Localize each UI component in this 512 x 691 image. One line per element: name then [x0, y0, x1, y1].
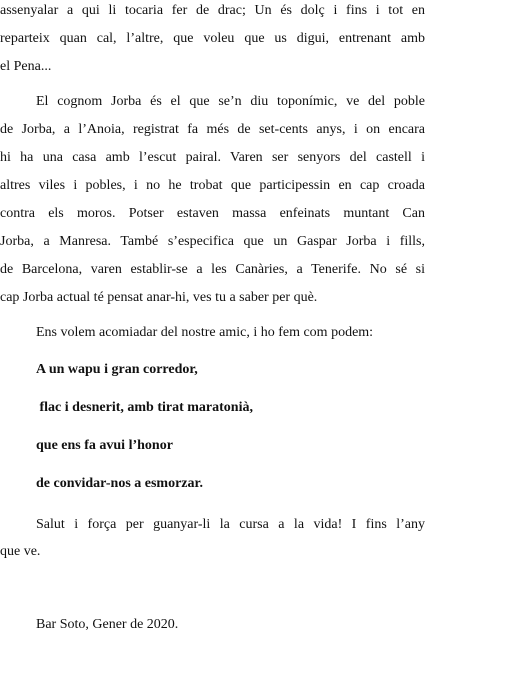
- verse-line-1: A un wapu i gran corredor,: [36, 362, 198, 377]
- paragraph-2-line-1: El cognom Jorba és el que se’n diu toponímic, ve del poble: [36, 94, 425, 109]
- paragraph-1-line-1: assenyalar a qui li tocaria fer de drac; Un és dolç i fins i tot en: [0, 3, 425, 18]
- paragraph-2-line-7: de Barcelona, varen establir-se a les Canàries, a Tenerife. No sé si: [0, 262, 425, 277]
- paragraph-2-line-4: altres viles i pobles, i no he trobat que participessin en cap croada: [0, 178, 425, 193]
- paragraph-4-line-1: Salut i força per guanyar-li la cursa a la vida! I fins l’any: [36, 517, 425, 532]
- verse-line-3: que ens fa avui l’honor: [36, 438, 173, 453]
- paragraph-2-line-3: hi ha una casa amb l’escut pairal. Varen ser senyors del castell i: [0, 150, 425, 165]
- verse-line-2: flac i desnerit, amb tirat maratonià,: [36, 400, 253, 415]
- paragraph-2-line-6: Jorba, a Manresa. També s’especifica que un Gaspar Jorba i fills,: [0, 234, 425, 249]
- paragraph-3: Ens volem acomiadar del nostre amic, i ho fem com podem:: [36, 325, 374, 340]
- paragraph-1-line-2: reparteix quan cal, l’altre, que voleu que us digui, entrenant amb: [0, 31, 425, 46]
- verse-line-4: de convidar-nos a esmorzar.: [36, 476, 203, 491]
- signature-line: Bar Soto, Gener de 2020.: [36, 617, 179, 632]
- paragraph-4-line-2: que ve.: [0, 544, 41, 559]
- paragraph-2-line-2: de Jorba, a l’Anoia, registrat fa més de set-cents anys, i on encara: [0, 122, 425, 137]
- paragraph-2-line-5: contra els moros. Potser estaven massa enfeinats muntant Can: [0, 206, 425, 221]
- paragraph-1-line-3: el Pena...: [0, 59, 52, 74]
- paragraph-2-line-8: cap Jorba actual té pensat anar-hi, ves tu a saber per què.: [0, 290, 318, 305]
